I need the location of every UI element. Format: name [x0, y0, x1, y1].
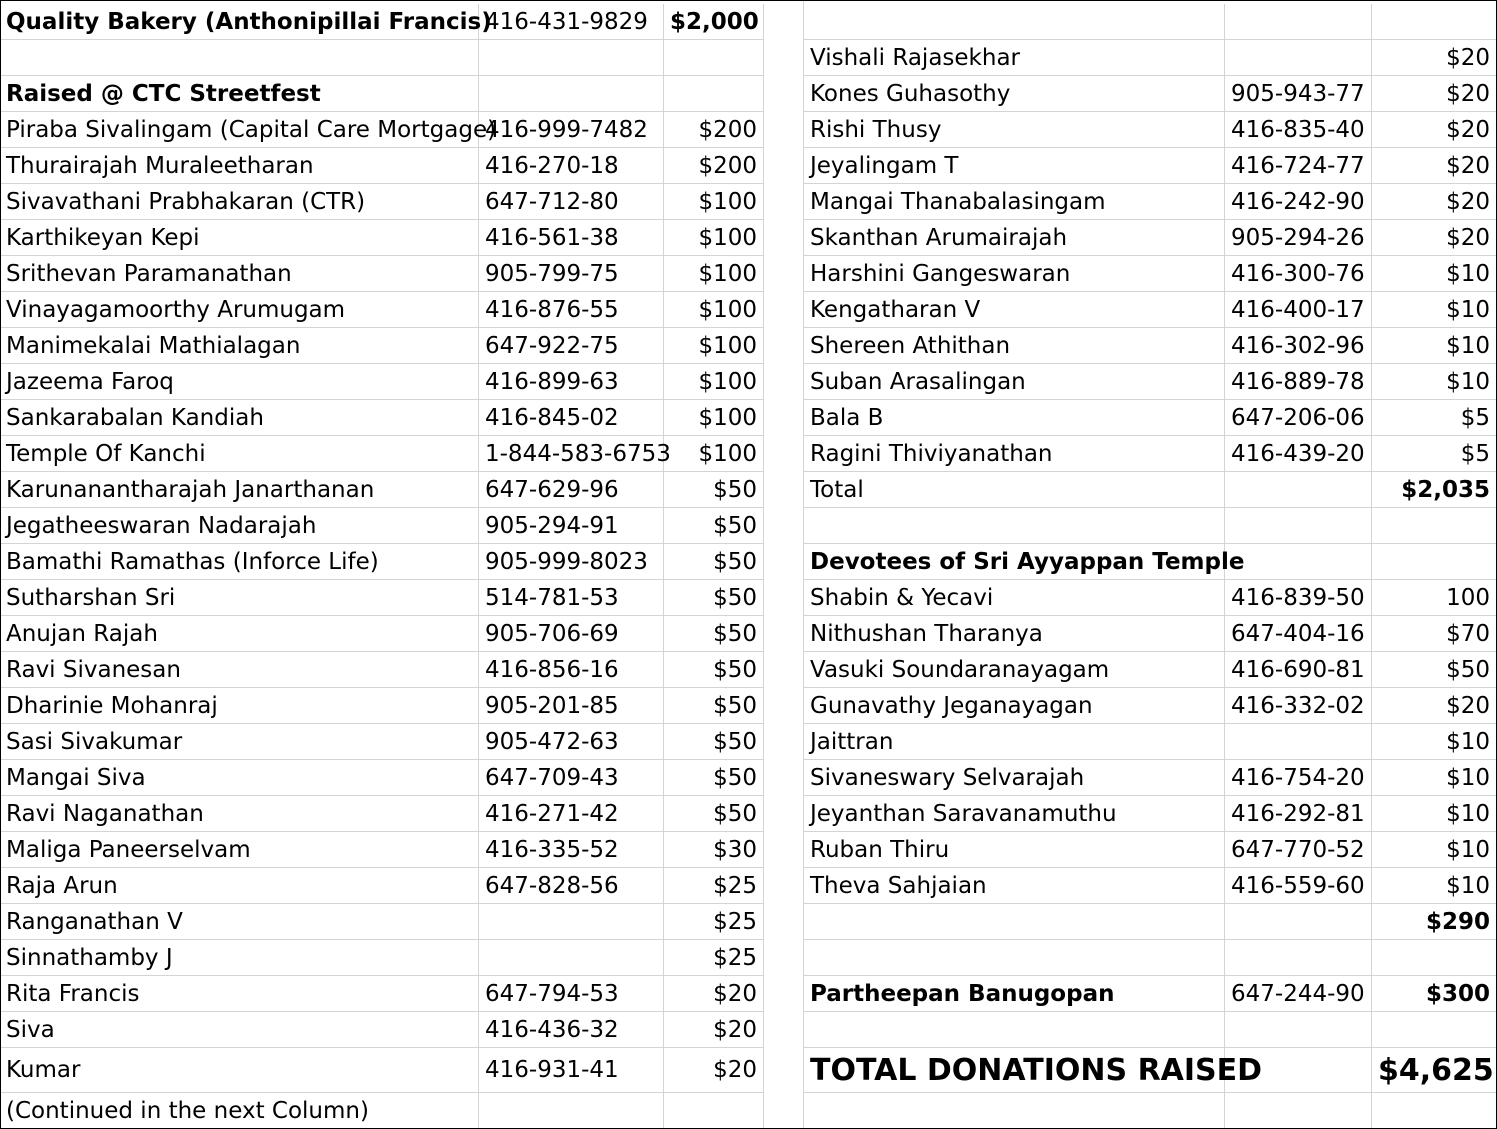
- donor-amount[interactable]: $20: [1372, 112, 1497, 148]
- blank-cell[interactable]: [1372, 940, 1497, 976]
- donor-phone[interactable]: 647-828-56: [479, 868, 664, 904]
- blank-cell[interactable]: [804, 508, 1225, 544]
- donor-amount[interactable]: $10: [1372, 868, 1497, 904]
- donor-name[interactable]: Anujan Rajah: [0, 616, 479, 652]
- donor-amount[interactable]: $20: [664, 1012, 764, 1048]
- donor-amount[interactable]: $10: [1372, 796, 1497, 832]
- blank-cell[interactable]: [0, 40, 479, 76]
- donor-phone[interactable]: 416-724-77: [1225, 148, 1372, 184]
- donor-amount[interactable]: $5: [1372, 400, 1497, 436]
- donor-amount[interactable]: $100: [664, 436, 764, 472]
- blank-cell[interactable]: [479, 40, 664, 76]
- donor-phone[interactable]: 416-242-90: [1225, 184, 1372, 220]
- blank-cell[interactable]: [1372, 1093, 1497, 1129]
- donor-amount[interactable]: $20: [664, 976, 764, 1012]
- blank-cell[interactable]: [479, 76, 664, 112]
- donor-name[interactable]: Sivavathani Prabhakaran (CTR): [0, 184, 479, 220]
- donor-name[interactable]: Gunavathy Jeganayagan: [804, 688, 1225, 724]
- donor-name[interactable]: Suban Arasalingan: [804, 364, 1225, 400]
- donor-amount[interactable]: $50: [664, 544, 764, 580]
- donor-amount[interactable]: $20: [1372, 76, 1497, 112]
- donor-amount[interactable]: $10: [1372, 292, 1497, 328]
- left-header-phone[interactable]: 416-431-9829: [479, 4, 664, 40]
- donor-amount[interactable]: $10: [1372, 364, 1497, 400]
- donor-amount[interactable]: $10: [1372, 328, 1497, 364]
- donor-amount[interactable]: $100: [664, 292, 764, 328]
- donor-phone[interactable]: 416-856-16: [479, 652, 664, 688]
- blank-cell[interactable]: [1225, 1093, 1372, 1129]
- donor-phone[interactable]: 1-844-583-6753: [479, 436, 664, 472]
- temple-subtotal[interactable]: $290: [1372, 904, 1497, 940]
- donor-phone[interactable]: 416-561-38: [479, 220, 664, 256]
- donor-phone[interactable]: 647-629-96: [479, 472, 664, 508]
- blank-cell[interactable]: [1372, 1012, 1497, 1048]
- donor-amount[interactable]: $25: [664, 868, 764, 904]
- donor-name[interactable]: Sankarabalan Kandiah: [0, 400, 479, 436]
- donor-amount[interactable]: $70: [1372, 616, 1497, 652]
- donor-phone[interactable]: 416-559-60: [1225, 868, 1372, 904]
- donor-name[interactable]: Karthikeyan Kepi: [0, 220, 479, 256]
- special-donor-phone[interactable]: 647-244-90: [1225, 976, 1372, 1012]
- blank-cell[interactable]: [1225, 544, 1372, 580]
- donor-phone[interactable]: 416-835-40: [1225, 112, 1372, 148]
- donor-amount[interactable]: $10: [1372, 724, 1497, 760]
- donor-phone[interactable]: 416-300-76: [1225, 256, 1372, 292]
- donor-phone[interactable]: 514-781-53: [479, 580, 664, 616]
- donor-phone[interactable]: 905-799-75: [479, 256, 664, 292]
- donor-phone[interactable]: 905-294-91: [479, 508, 664, 544]
- donor-phone[interactable]: 416-754-20: [1225, 760, 1372, 796]
- blank-cell[interactable]: [1225, 508, 1372, 544]
- donor-amount[interactable]: $50: [664, 580, 764, 616]
- donor-phone[interactable]: 905-999-8023: [479, 544, 664, 580]
- donor-name[interactable]: Sinnathamby J: [0, 940, 479, 976]
- donor-name[interactable]: Jegatheeswaran Nadarajah: [0, 508, 479, 544]
- donor-amount[interactable]: $50: [664, 508, 764, 544]
- grand-total-amount[interactable]: $4,625: [1372, 1048, 1497, 1093]
- donor-name[interactable]: Nithushan Tharanya: [804, 616, 1225, 652]
- donor-name[interactable]: Kengatharan V: [804, 292, 1225, 328]
- blank-cell[interactable]: [804, 904, 1225, 940]
- donor-amount[interactable]: $10: [1372, 832, 1497, 868]
- donor-amount[interactable]: $200: [664, 148, 764, 184]
- donor-amount[interactable]: $100: [664, 400, 764, 436]
- special-donor-name[interactable]: Partheepan Banugopan: [804, 976, 1225, 1012]
- total-label[interactable]: Total: [804, 472, 1225, 508]
- total-amount[interactable]: $2,035: [1372, 472, 1497, 508]
- donor-name[interactable]: Vinayagamoorthy Arumugam: [0, 292, 479, 328]
- donor-name[interactable]: Rishi Thusy: [804, 112, 1225, 148]
- blank-cell[interactable]: [1225, 1048, 1372, 1093]
- blank-cell[interactable]: [804, 940, 1225, 976]
- donor-amount[interactable]: $50: [664, 652, 764, 688]
- donor-amount[interactable]: $10: [1372, 256, 1497, 292]
- left-header-name[interactable]: Quality Bakery (Anthonipillai Francis): [0, 4, 479, 40]
- grand-total-label[interactable]: TOTAL DONATIONS RAISED: [804, 1048, 1225, 1093]
- donor-amount[interactable]: $100: [664, 328, 764, 364]
- donor-name[interactable]: Raja Arun: [0, 868, 479, 904]
- donor-name[interactable]: Bamathi Ramathas (Inforce Life): [0, 544, 479, 580]
- temple-section-title[interactable]: Devotees of Sri Ayyappan Temple: [804, 544, 1225, 580]
- left-header-amount[interactable]: $2,000: [664, 4, 764, 40]
- donor-phone[interactable]: 416-845-02: [479, 400, 664, 436]
- donor-phone[interactable]: 416-400-17: [1225, 292, 1372, 328]
- donor-name[interactable]: Kones Guhasothy: [804, 76, 1225, 112]
- donor-phone[interactable]: 647-404-16: [1225, 616, 1372, 652]
- donor-phone[interactable]: 416-292-81: [1225, 796, 1372, 832]
- special-donor-amount[interactable]: $300: [1372, 976, 1497, 1012]
- donor-phone[interactable]: 416-690-81: [1225, 652, 1372, 688]
- blank-cell[interactable]: [804, 4, 1225, 40]
- donor-amount[interactable]: $20: [1372, 688, 1497, 724]
- donor-name[interactable]: Sutharshan Sri: [0, 580, 479, 616]
- donor-phone[interactable]: 647-770-52: [1225, 832, 1372, 868]
- donor-name[interactable]: Ruban Thiru: [804, 832, 1225, 868]
- blank-cell[interactable]: [804, 1093, 1225, 1129]
- donor-name[interactable]: Siva: [0, 1012, 479, 1048]
- donor-name[interactable]: Sivaneswary Selvarajah: [804, 760, 1225, 796]
- blank-cell[interactable]: [1225, 472, 1372, 508]
- donor-name[interactable]: Ranganathan V: [0, 904, 479, 940]
- donor-phone[interactable]: 647-922-75: [479, 328, 664, 364]
- donor-amount[interactable]: $50: [664, 760, 764, 796]
- donor-amount[interactable]: $200: [664, 112, 764, 148]
- donor-amount[interactable]: $20: [664, 1048, 764, 1093]
- blank-cell[interactable]: [664, 40, 764, 76]
- donor-name[interactable]: Rita Francis: [0, 976, 479, 1012]
- donor-phone[interactable]: 416-271-42: [479, 796, 664, 832]
- donor-name[interactable]: Srithevan Paramanathan: [0, 256, 479, 292]
- donor-phone[interactable]: 905-943-77: [1225, 76, 1372, 112]
- donor-name[interactable]: Thurairajah Muraleetharan: [0, 148, 479, 184]
- blank-cell[interactable]: [1225, 940, 1372, 976]
- donor-phone[interactable]: 416-876-55: [479, 292, 664, 328]
- donor-name[interactable]: Ravi Naganathan: [0, 796, 479, 832]
- donor-name[interactable]: Vasuki Soundaranayagam: [804, 652, 1225, 688]
- blank-cell[interactable]: [1225, 1012, 1372, 1048]
- donor-name[interactable]: Shereen Athithan: [804, 328, 1225, 364]
- blank-cell[interactable]: [1225, 4, 1372, 40]
- donor-phone[interactable]: 416-335-52: [479, 832, 664, 868]
- donor-name[interactable]: Jaittran: [804, 724, 1225, 760]
- donor-name[interactable]: Harshini Gangeswaran: [804, 256, 1225, 292]
- donor-name[interactable]: Manimekalai Mathialagan: [0, 328, 479, 364]
- donor-phone[interactable]: 905-472-63: [479, 724, 664, 760]
- donor-phone[interactable]: [1225, 40, 1372, 76]
- donor-name[interactable]: Ragini Thiviyanathan: [804, 436, 1225, 472]
- blank-cell[interactable]: [1372, 4, 1497, 40]
- donor-phone[interactable]: 416-439-20: [1225, 436, 1372, 472]
- donor-phone[interactable]: [479, 940, 664, 976]
- donor-name[interactable]: Jeyalingam T: [804, 148, 1225, 184]
- donor-amount[interactable]: $50: [1372, 652, 1497, 688]
- donor-name[interactable]: Temple Of Kanchi: [0, 436, 479, 472]
- donor-phone[interactable]: 647-712-80: [479, 184, 664, 220]
- donor-name[interactable]: Jeyanthan Saravanamuthu: [804, 796, 1225, 832]
- donor-amount[interactable]: $50: [664, 688, 764, 724]
- donor-phone[interactable]: 416-839-50: [1225, 580, 1372, 616]
- column-gap: [764, 0, 804, 1129]
- donor-phone[interactable]: 416-931-41: [479, 1048, 664, 1093]
- donor-phone[interactable]: 647-794-53: [479, 976, 664, 1012]
- donor-name[interactable]: Jazeema Faroq: [0, 364, 479, 400]
- donor-name[interactable]: Skanthan Arumairajah: [804, 220, 1225, 256]
- donor-phone[interactable]: 416-899-63: [479, 364, 664, 400]
- donor-amount[interactable]: $30: [664, 832, 764, 868]
- donor-name[interactable]: Mangai Siva: [0, 760, 479, 796]
- donor-phone[interactable]: 416-999-7482: [479, 112, 664, 148]
- donor-name[interactable]: Kumar: [0, 1048, 479, 1093]
- donor-amount[interactable]: $25: [664, 940, 764, 976]
- donor-amount[interactable]: $20: [1372, 220, 1497, 256]
- blank-cell[interactable]: [664, 1093, 764, 1129]
- donor-name[interactable]: Sasi Sivakumar: [0, 724, 479, 760]
- donor-phone[interactable]: [1225, 724, 1372, 760]
- donor-phone[interactable]: 416-889-78: [1225, 364, 1372, 400]
- donor-phone[interactable]: 905-201-85: [479, 688, 664, 724]
- donor-phone[interactable]: 416-436-32: [479, 1012, 664, 1048]
- donor-phone[interactable]: 416-332-02: [1225, 688, 1372, 724]
- donor-phone[interactable]: [479, 904, 664, 940]
- donor-amount[interactable]: $25: [664, 904, 764, 940]
- donor-name[interactable]: Theva Sahjaian: [804, 868, 1225, 904]
- donor-amount[interactable]: $50: [664, 472, 764, 508]
- blank-cell[interactable]: [1372, 544, 1497, 580]
- section-title[interactable]: Raised @ CTC Streetfest: [0, 76, 479, 112]
- donor-amount[interactable]: $50: [664, 796, 764, 832]
- donor-name[interactable]: Dharinie Mohanraj: [0, 688, 479, 724]
- blank-cell[interactable]: [479, 1093, 664, 1129]
- donor-amount[interactable]: $50: [664, 724, 764, 760]
- donor-phone[interactable]: 905-706-69: [479, 616, 664, 652]
- donor-amount[interactable]: $100: [664, 256, 764, 292]
- donor-phone[interactable]: 416-270-18: [479, 148, 664, 184]
- donor-name[interactable]: Vishali Rajasekhar: [804, 40, 1225, 76]
- blank-cell[interactable]: [804, 1012, 1225, 1048]
- donor-phone[interactable]: 647-709-43: [479, 760, 664, 796]
- blank-cell[interactable]: [1225, 904, 1372, 940]
- donor-amount[interactable]: $10: [1372, 760, 1497, 796]
- donor-phone[interactable]: 905-294-26: [1225, 220, 1372, 256]
- donor-phone[interactable]: 647-206-06: [1225, 400, 1372, 436]
- blank-cell[interactable]: [664, 76, 764, 112]
- donor-amount[interactable]: $100: [664, 184, 764, 220]
- donor-amount[interactable]: 100: [1372, 580, 1497, 616]
- donor-name[interactable]: Mangai Thanabalasingam: [804, 184, 1225, 220]
- footer-note[interactable]: (Continued in the next Column): [0, 1093, 479, 1129]
- donor-amount[interactable]: $20: [1372, 184, 1497, 220]
- donor-amount[interactable]: $20: [1372, 148, 1497, 184]
- donor-name[interactable]: Shabin & Yecavi: [804, 580, 1225, 616]
- donor-name[interactable]: Maliga Paneerselvam: [0, 832, 479, 868]
- donor-amount[interactable]: $5: [1372, 436, 1497, 472]
- donor-amount[interactable]: $100: [664, 364, 764, 400]
- donor-amount[interactable]: $50: [664, 616, 764, 652]
- donor-name[interactable]: Karunanantharajah Janarthanan: [0, 472, 479, 508]
- donor-name[interactable]: Bala B: [804, 400, 1225, 436]
- blank-cell[interactable]: [1372, 508, 1497, 544]
- donor-amount[interactable]: $20: [1372, 40, 1497, 76]
- donor-phone[interactable]: 416-302-96: [1225, 328, 1372, 364]
- donor-name[interactable]: Ravi Sivanesan: [0, 652, 479, 688]
- donor-name[interactable]: Piraba Sivalingam (Capital Care Mortgage): [0, 112, 479, 148]
- donor-amount[interactable]: $100: [664, 220, 764, 256]
